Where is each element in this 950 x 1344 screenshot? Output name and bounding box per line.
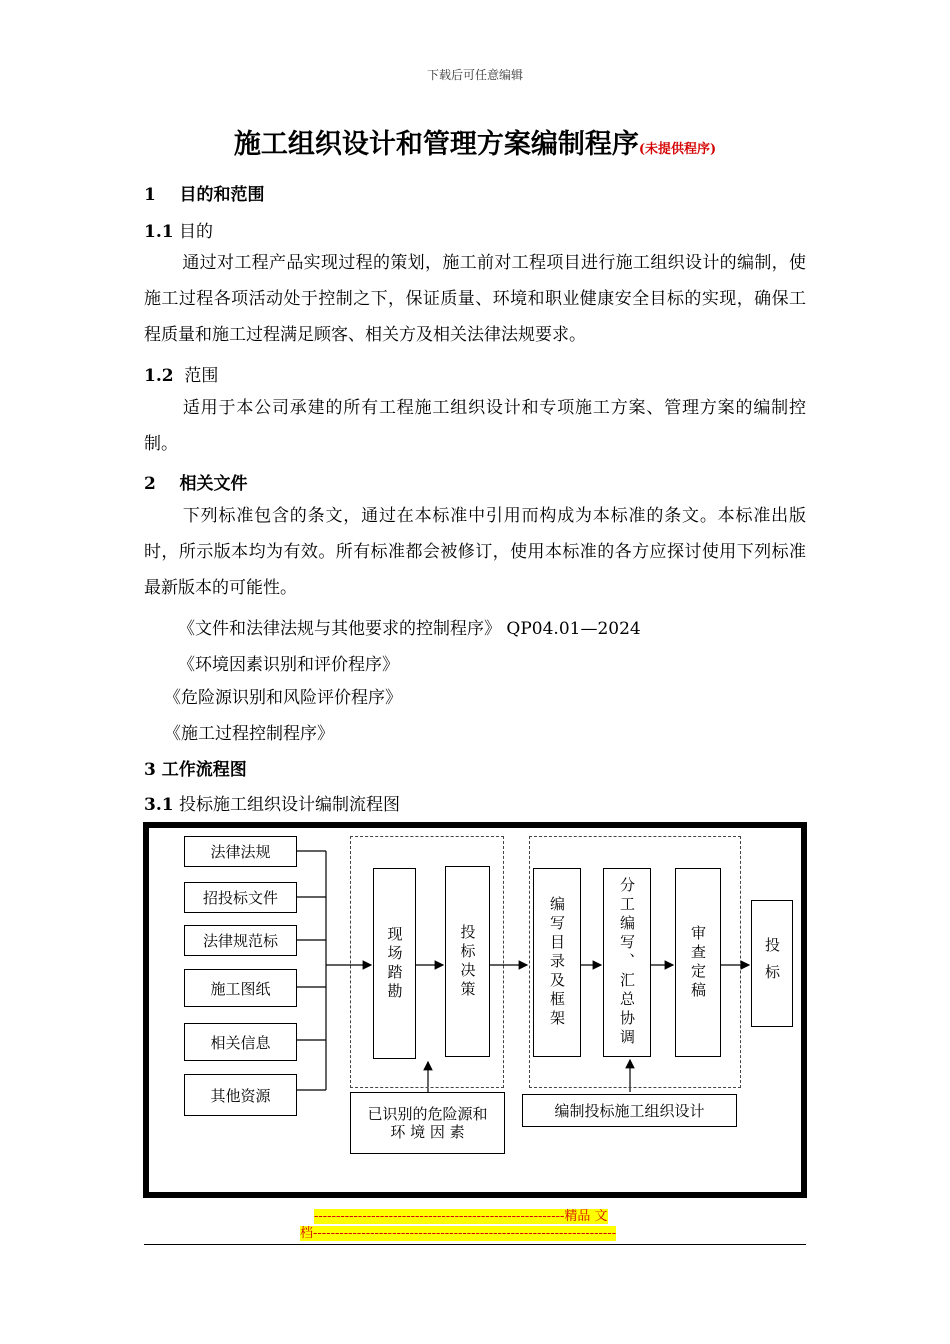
input-drawings: 施工图纸 xyxy=(184,969,297,1007)
title-sub: (未提供程序) xyxy=(638,142,717,157)
footer-line-1: ---------------------------------------------------------精品 文 xyxy=(314,1209,608,1224)
paragraph-text: 通过对工程产品实现过程的策划，施工前对工程项目进行施工组织设计的编制，使施工过程各项活动处于控制之下，保证质量、环境和职业健康安全目标的实现，确保工程质量和施工过程满足顾客、相关方及相关法律法规要求。 xyxy=(144,253,806,345)
footer-line-2: 档--------------------------------------------------------------------- xyxy=(300,1226,617,1241)
section-title: 工作流程图 xyxy=(161,760,247,780)
step-review-finalize: 审查定稿 xyxy=(675,868,721,1057)
input-tender-docs: 招投标文件 xyxy=(184,882,297,913)
output-bid: 投标 xyxy=(751,900,793,1027)
reference-item: 《施工过程控制程序》 xyxy=(164,724,334,744)
section-number: 1 xyxy=(144,185,156,205)
paragraph-text: 适用于本公司承建的所有工程施工组织设计和专项施工方案、管理方案的编制控制。 xyxy=(144,398,806,454)
input-laws: 法律法规 xyxy=(184,836,297,867)
step-bid-decision: 投标决策 xyxy=(445,866,490,1057)
step-site-survey: 现场踏勘 xyxy=(373,868,416,1059)
title-main: 施工组织设计和管理方案编制程序 xyxy=(233,129,639,160)
reference-item: 《文件和法律法规与其他要求的控制程序》 QP04.01—2024 xyxy=(178,619,641,639)
paragraph-related-docs xyxy=(144,498,806,606)
section-title: 目的 xyxy=(178,222,213,242)
section-1-1-heading xyxy=(144,217,213,242)
paragraph-purpose xyxy=(144,245,806,353)
flowchart-frame xyxy=(143,822,807,1198)
section-number: 3 xyxy=(144,760,156,780)
section-1-2-heading xyxy=(144,361,218,386)
section-1-heading xyxy=(144,180,265,205)
page-title xyxy=(0,122,950,161)
section-title: 范围 xyxy=(184,366,219,386)
step-write-coordinate: 分工编写、汇总协调 xyxy=(603,868,651,1057)
input-other-resources: 其他资源 xyxy=(184,1074,297,1116)
paragraph-scope xyxy=(144,390,806,462)
section-title: 目的和范围 xyxy=(179,185,265,205)
section-3-heading xyxy=(144,755,247,780)
header-note: 下载后可任意编辑 xyxy=(426,68,523,82)
section-number: 3.1 xyxy=(144,795,174,815)
footer-rule xyxy=(144,1244,806,1245)
input-related-info: 相关信息 xyxy=(184,1023,297,1061)
reference-item: 《危险源识别和风险评价程序》 xyxy=(164,688,402,708)
hazard-env-note: 已识别的危险源和 环 境 因 素 xyxy=(350,1092,505,1154)
reference-item: 《环境因素识别和评价程序》 xyxy=(178,655,399,675)
section-number: 1.1 xyxy=(144,222,174,242)
section-title: 相关文件 xyxy=(179,474,248,494)
section-title: 投标施工组织设计编制流程图 xyxy=(178,795,400,815)
paragraph-text: 下列标准包含的条文，通过在本标准中引用而构成为本标准的条文。本标准出版时，所示版本均为有效。所有标准都会被修订，使用本标准的各方应探讨使用下列标准最新版本的可能性。 xyxy=(144,506,806,598)
step-outline: 编写目录及框架 xyxy=(533,868,581,1057)
section-3-1-heading xyxy=(144,790,400,815)
section-2-heading xyxy=(144,469,248,494)
footer-watermark xyxy=(300,1208,650,1242)
compile-bid-design-note: 编制投标施工组织设计 xyxy=(522,1094,737,1127)
section-number: 1.2 xyxy=(144,366,174,386)
input-standards: 法律规范标 xyxy=(184,925,297,956)
section-number: 2 xyxy=(144,474,156,494)
